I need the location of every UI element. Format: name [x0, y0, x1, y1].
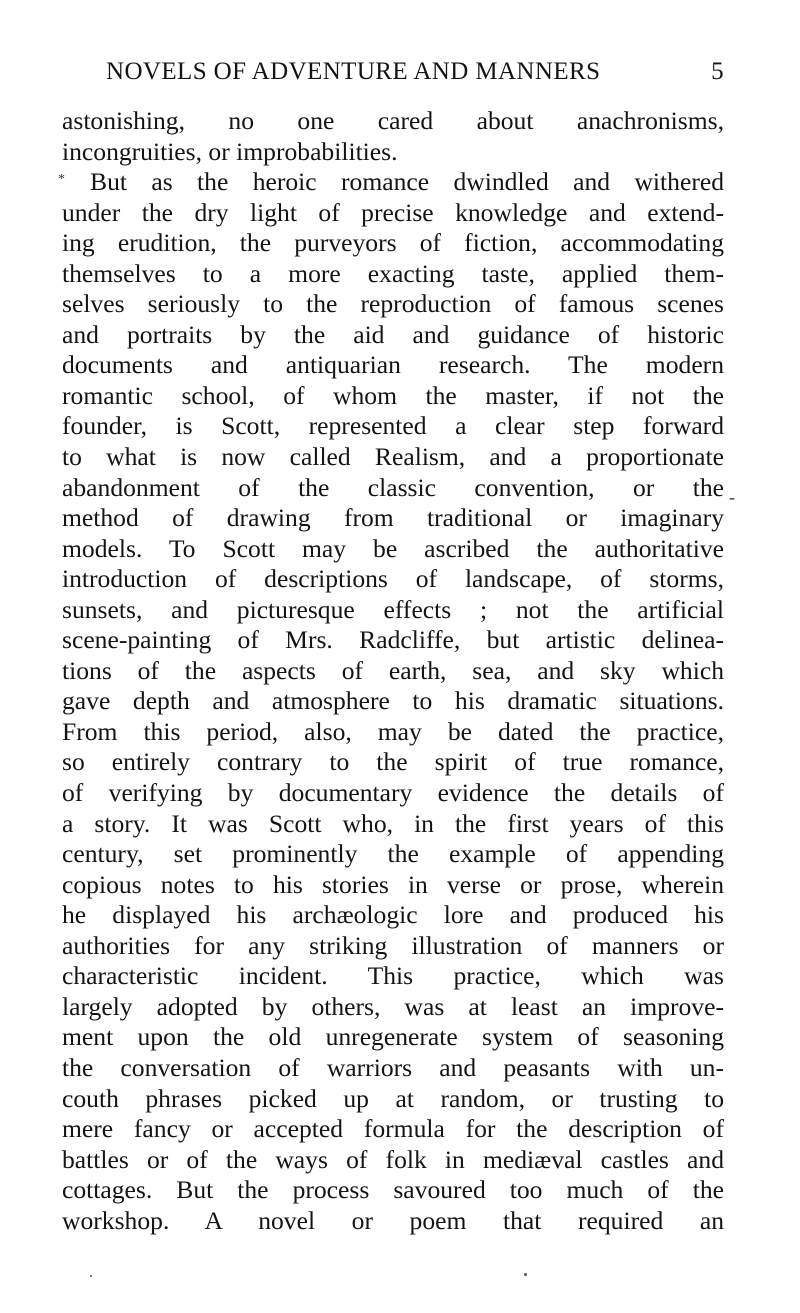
text-line: From this period, also, may be dated the practice, [62, 716, 724, 746]
text-line: characteristic incident. This practice, which was [62, 961, 724, 991]
text-line: themselves to a more exacting taste, applied them- [62, 258, 724, 288]
text-line: and portraits by the aid and guidance of historic [62, 319, 724, 349]
text-line: so entirely contrary to the spirit of true romance, [62, 747, 724, 777]
text-line: couth phrases picked up at random, or trusting to [62, 1083, 724, 1113]
text-line: incongruities, or improbabilities. [62, 136, 398, 166]
text-line: a story. It was Scott who, in the first years of this [62, 808, 724, 838]
text-line: gave depth and atmosphere to his dramatic situations. [62, 686, 724, 716]
text-line: workshop. A novel or poem that required an [62, 1205, 724, 1235]
text-line: copious notes to his stories in verse or prose, wherein [62, 869, 724, 899]
text-line: documents and antiquarian research. The modern [62, 350, 724, 380]
text-line: sunsets, and picturesque effects ; not the artificial [62, 594, 724, 624]
print-speck [524, 1273, 527, 1276]
text-line: romantic school, of whom the master, if not the [62, 380, 724, 410]
text-line: under the dry light of precise knowledge and extend- [62, 197, 724, 227]
text-line: abandonment of the classic convention, or the [62, 472, 724, 502]
text-line: century, set prominently the example of appending [62, 839, 724, 869]
print-speck [90, 1275, 92, 1277]
text-line: introduction of descriptions of landscape, of storms, [62, 564, 724, 594]
text-line: he displayed his archæologic lore and produced his [62, 900, 724, 930]
text-line: But as the heroic romance dwindled and withered [90, 167, 724, 197]
page-number: 5 [711, 58, 724, 85]
text-line: scene-painting of Mrs. Radcliffe, but artistic delinea- [62, 625, 724, 655]
text-line: of verifying by documentary evidence the details of [62, 778, 724, 808]
margin-mark: - [729, 487, 735, 507]
body-text [62, 106, 724, 1236]
text-line: models. To Scott may be ascribed the authoritative [62, 533, 724, 563]
text-line: battles or of the ways of folk in mediæval castles and [62, 1144, 724, 1174]
text-line: tions of the aspects of earth, sea, and sky which [62, 655, 724, 685]
text-line: method of drawing from traditional or imaginary [62, 503, 724, 533]
paragraph-mark: * [58, 172, 65, 187]
running-header [62, 58, 724, 92]
text-line: mere fancy or accepted formula for the description of [62, 1114, 724, 1144]
text-line: selves seriously to the reproduction of famous scenes [62, 289, 724, 319]
text-line: largely adopted by others, was at least an improve- [62, 991, 724, 1021]
text-line: astonishing, no one cared about anachronisms, [62, 106, 724, 135]
chapter-title: NOVELS OF ADVENTURE AND MANNERS [106, 58, 601, 85]
text-line: cottages. But the process savoured too much of the [62, 1175, 724, 1205]
text-line: to what is now called Realism, and a proportionate [62, 442, 724, 472]
text-line: founder, is Scott, represented a clear step forward [62, 411, 724, 441]
text-line: ing erudition, the purveyors of fiction, accommodating [62, 228, 724, 258]
text-line: ment upon the old unregenerate system of seasoning [62, 1022, 724, 1052]
text-line: the conversation of warriors and peasants with un- [62, 1052, 724, 1082]
text-line: authorities for any striking illustration of manners or [62, 930, 724, 960]
